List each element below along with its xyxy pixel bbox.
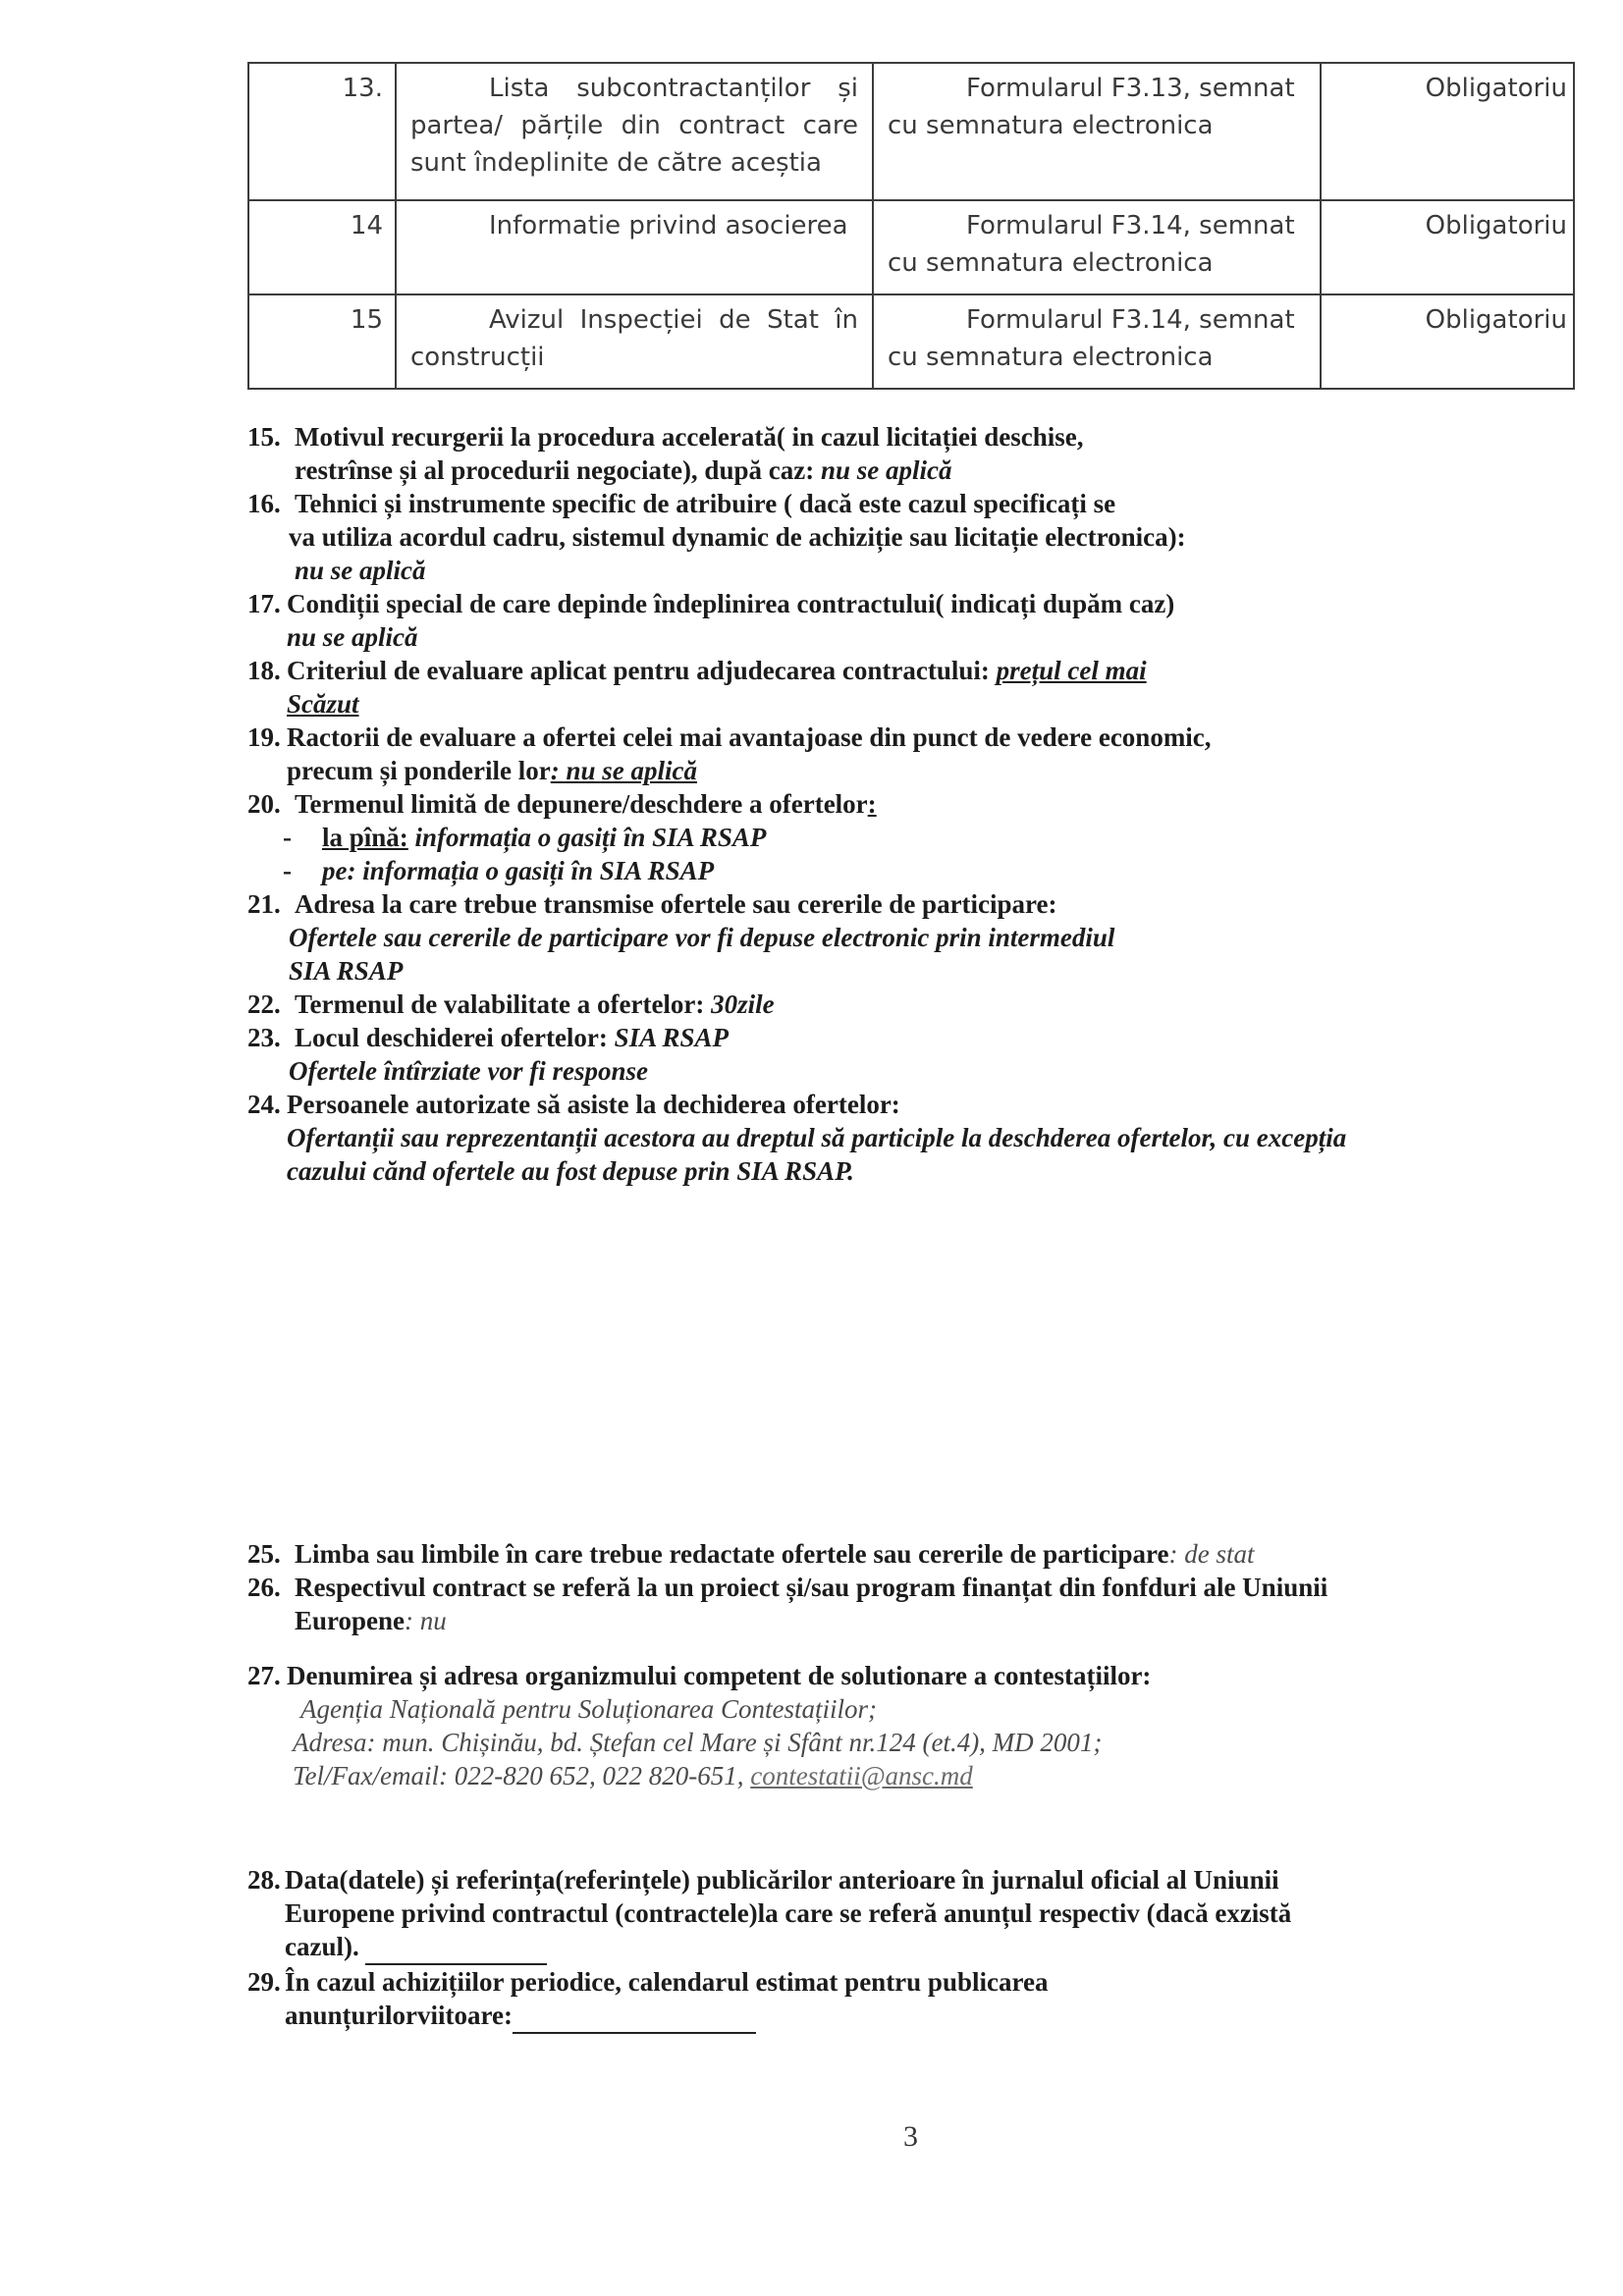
row-number: 15: [248, 294, 396, 389]
item-text: Criteriul de evaluare aplicat pentru adjudecarea contractului:: [287, 656, 997, 685]
item-text: anunțurilorviitoare:: [285, 2001, 513, 2030]
opening-value: pe: informația o gasiți în SIA RSAP: [322, 856, 715, 885]
item-number: 16.: [247, 489, 281, 518]
item-text: Adresa la care trebue transmise ofertele sau cererile de participare:: [295, 889, 1057, 919]
item-text: Limba sau limbile în care trebue redactate ofertele sau cererile de participare: [295, 1539, 1169, 1569]
blank-field[interactable]: [513, 1999, 756, 2034]
mandatory-status: Obligatoriu: [1321, 294, 1574, 389]
item-value: SIA RSAP: [614, 1023, 729, 1052]
item-value: nu se aplică: [287, 622, 418, 652]
agency-address: Adresa: mun. Chișinău, bd. Ștefan cel Mare și Sfânt nr.124 (et.4), MD 2001;: [293, 1728, 1103, 1757]
table-row: [248, 63, 1574, 200]
item-value: SIA RSAP: [289, 956, 404, 986]
item-29: [247, 1965, 1602, 2034]
item-number: 21.: [247, 889, 281, 919]
item-text: Data(datele) și referința(referințele) publicărilor anterioare în jurnalul oficial al Uniunii: [285, 1865, 1279, 1895]
row-number: 13.: [248, 63, 396, 200]
item-21: [247, 887, 1612, 988]
required-documents-table: [247, 62, 1575, 390]
mandatory-status: Obligatoriu: [1321, 200, 1574, 294]
item-number: 15.: [247, 422, 281, 452]
item-value: Ofertele sau cererile de participare vor fi depuse electronic prin intermediul: [289, 923, 1115, 952]
item-note: Ofertele întîrziate vor fi response: [289, 1056, 648, 1086]
deadline-label: la pînă:: [322, 823, 408, 852]
item-28: [247, 1863, 1602, 1965]
procurement-items-lower: [247, 1863, 1602, 2034]
item-number: 20.: [247, 789, 281, 819]
item-18: [247, 654, 1612, 721]
item-text: :: [867, 789, 877, 819]
form-requirement: Formularul F3.13, semnat cu semnatura electronica: [873, 63, 1321, 200]
item-text: Ractorii de evaluare a ofertei celei mai avantajoase din punct de vedere economic,: [287, 722, 1212, 752]
item-16: [247, 487, 1612, 587]
item-number: 19.: [247, 722, 281, 752]
item-value: nu se aplică: [820, 455, 952, 485]
item-value: 30zile: [711, 989, 775, 1019]
item-text: Denumirea și adresa organizmului competent de solutionare a contestațiilor:: [287, 1661, 1152, 1690]
bullet-dash-icon: -: [283, 856, 292, 885]
item-15: [247, 420, 1612, 487]
item-text: Termenul de valabilitate a ofertelor:: [295, 989, 712, 1019]
item-text: Persoanele autorizate să asiste la dechiderea ofertelor:: [287, 1090, 900, 1119]
item-26: [247, 1571, 1602, 1637]
row-number: 14: [248, 200, 396, 294]
agency-contact: Tel/Fax/email: 022-820 652, 022 820-651,: [293, 1761, 751, 1790]
form-requirement: Formularul F3.14, semnat cu semnatura electronica: [873, 294, 1321, 389]
item-20: [247, 787, 1612, 887]
item-number: 24.: [247, 1090, 281, 1119]
mandatory-status: Obligatoriu: [1321, 63, 1574, 200]
document-name: Informatie privind asocierea: [396, 200, 873, 294]
item-text: Locul deschiderei ofertelor:: [295, 1023, 615, 1052]
document-name: Lista subcontractanților și partea/ părțile din contract care sunt îndeplinite de către aceștia: [396, 63, 873, 200]
item-number: 25.: [247, 1539, 281, 1569]
item-text: Condiții special de care depinde îndeplinirea contractului( indicați dupăm caz): [287, 589, 1175, 618]
item-number: 22.: [247, 989, 281, 1019]
item-17: [247, 587, 1612, 654]
table-row: [248, 200, 1574, 294]
item-value: prețul cel mai: [996, 656, 1147, 685]
item-number: 18.: [247, 656, 281, 685]
item-value: Ofertanții sau reprezentanții acestora au dreptul să participle la deschderea ofertelor, cu excepția: [287, 1123, 1347, 1152]
deadline-value: informația o gasiți în SIA RSAP: [407, 823, 767, 852]
item-number: 27.: [247, 1661, 281, 1690]
item-number: 26.: [247, 1573, 281, 1602]
item-number: 17.: [247, 589, 281, 618]
item-text: Europene privind contractul (contractele)la care se referă anunțul respectiv (dacă exzistă: [285, 1898, 1292, 1928]
blank-field[interactable]: [365, 1930, 547, 1965]
item-25: [247, 1537, 1602, 1571]
item-text: Termenul limită de depunere/deschdere a ofertelor: [295, 789, 868, 819]
document-name: Avizul Inspecției de Stat în construcții: [396, 294, 873, 389]
item-value: Scăzut: [287, 689, 359, 719]
item-24: [247, 1088, 1612, 1188]
form-requirement: Formularul F3.14, semnat cu semnatura electronica: [873, 200, 1321, 294]
item-number: 28.: [247, 1865, 281, 1895]
item-text: va utiliza acordul cadru, sistemul dynamic de achiziție sau licitație electronica):: [289, 522, 1186, 552]
item-value: nu se aplică: [295, 556, 426, 585]
item-text: Motivul recurgerii la procedura accelerată( in cazul licitației deschise,: [295, 422, 1084, 452]
item-value: cazului cănd ofertele au fost depuse prin SIA RSAP.: [287, 1156, 854, 1186]
item-23: [247, 1021, 1612, 1088]
bullet-dash-icon: -: [283, 823, 292, 852]
item-text: restrînse și al procedurii negociate), după caz:: [295, 455, 821, 485]
item-number: 29.: [247, 1967, 281, 1997]
item-text: Europene: [295, 1606, 406, 1635]
item-22: [247, 988, 1612, 1021]
agency-email-link[interactable]: contestatii@ansc.md: [750, 1761, 973, 1790]
procurement-items-middle: [247, 1537, 1602, 1792]
page-number: 3: [903, 2120, 918, 2153]
item-text: precum și ponderile lor: [287, 756, 551, 785]
item-number: 23.: [247, 1023, 281, 1052]
table-row: [248, 294, 1574, 389]
procurement-items-upper: [247, 420, 1612, 1188]
item-text: În cazul achizițiilor periodice, calendarul estimat pentru publicarea: [285, 1967, 1049, 1997]
item-value: : nu: [405, 1606, 447, 1635]
agency-name: Agenția Națională pentru Soluționarea Contestațiilor;: [300, 1694, 877, 1724]
item-value: : de stat: [1168, 1539, 1255, 1569]
item-text: cazul).: [285, 1932, 359, 1961]
item-27: [247, 1659, 1602, 1792]
item-text: Respectivul contract se referă la un proiect și/sau program finanțat din fonfduri ale Uniunii: [295, 1573, 1328, 1602]
item-19: [247, 721, 1612, 787]
item-value: : nu se aplică: [550, 756, 697, 785]
item-text: Tehnici și instrumente specific de atribuire ( dacă este cazul specificați se: [295, 489, 1116, 518]
